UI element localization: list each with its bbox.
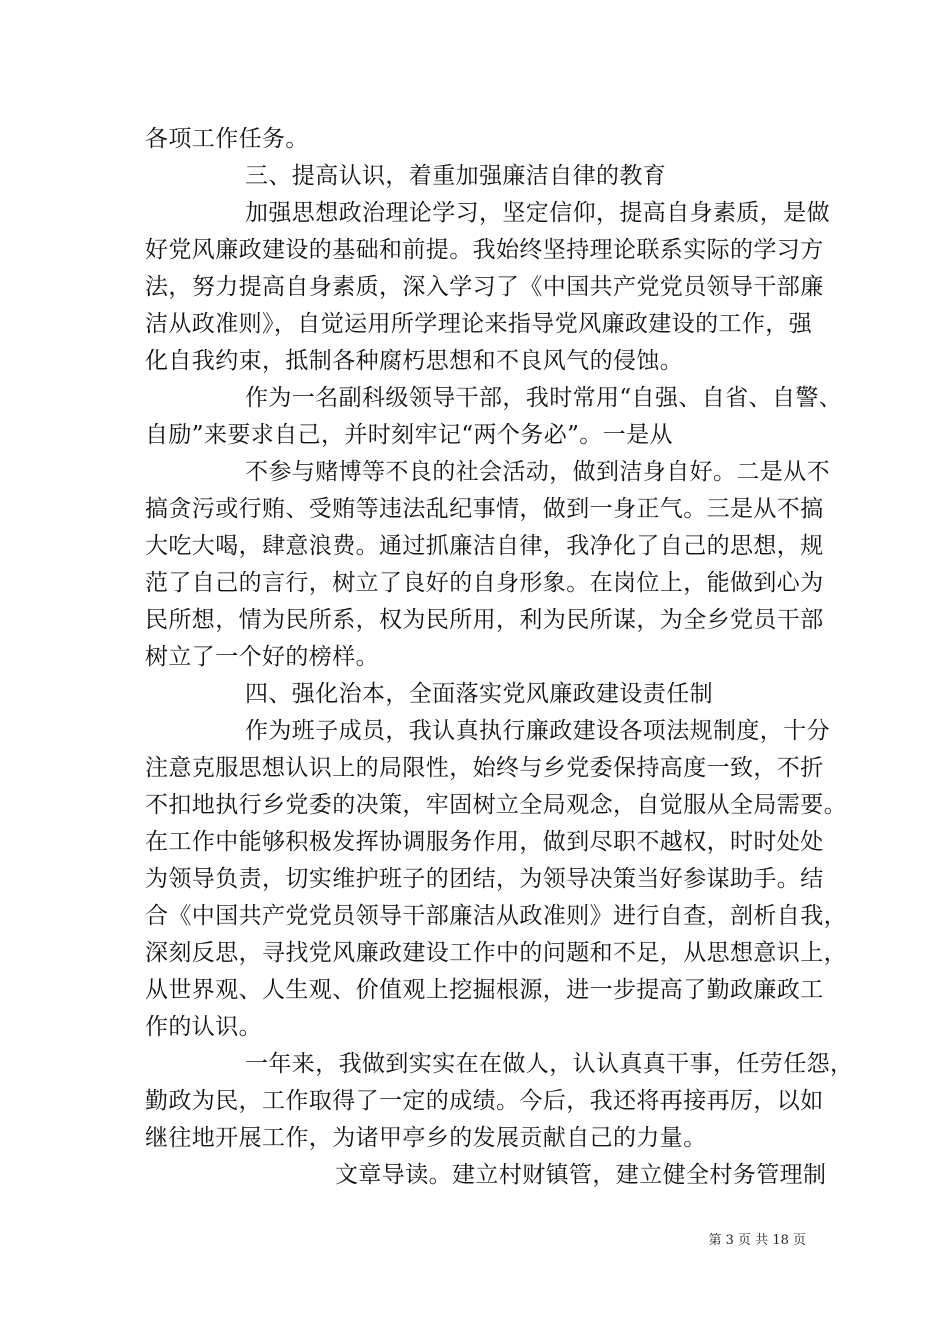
text-line: 作为班子成员，我认真执行廉政建设各项法规制度，十分	[245, 718, 830, 744]
text-line: 作的认识。	[145, 1014, 262, 1040]
text-line: 大吃大喝，肆意浪费。通过抓廉洁自律，我净化了自己的思想，规	[145, 533, 824, 559]
text-line: 自励”来要求自己，并时刻牢记“两个务必”。一是从	[145, 422, 673, 448]
text-line: 各项工作任务。	[145, 126, 309, 152]
page-number: 第 3 页 共 18 页	[708, 1233, 806, 1248]
text-line: 文章导读。建立村财镇管，建立健全村务管理制	[335, 1162, 827, 1188]
text-line: 在工作中能够积极发挥协调服务作用，做到尽职不越权，时时处处	[145, 829, 824, 855]
text-line: 不扣地执行乡党委的决策，牢固树立全局观念，自觉服从全局需要。	[145, 792, 847, 818]
text-line: 勤政为民，工作取得了一定的成绩。今后，我还将再接再厉，以如	[145, 1088, 824, 1114]
text-line: 法，努力提高自身素质，深入学习了《中国共产党党员领导干部廉	[145, 274, 824, 300]
text-line: 一年来，我做到实实在在做人，认认真真干事，任劳任怨，	[245, 1051, 854, 1077]
text-line: 为领导负责，切实维护班子的团结，为领导决策当好参谋助手。结	[145, 866, 824, 892]
text-line: 加强思想政治理论学习，坚定信仰，提高自身素质，是做	[245, 200, 830, 226]
text-line: 合《中国共产党党员领导干部廉洁从政准则》进行自查，剖析自我，	[145, 903, 847, 929]
text-line: 民所想，情为民所系，权为民所用，利为民所谋，为全乡党员干部	[145, 607, 824, 633]
text-line: 范了自己的言行，树立了良好的自身形象。在岗位上，能做到心为	[145, 570, 824, 596]
text-line: 树立了一个好的榜样。	[145, 644, 379, 670]
text-line: 注意克服思想认识上的局限性，始终与乡党委保持高度一致，不折	[145, 755, 824, 781]
text-line: 好党风廉政建设的基础和前提。我始终坚持理论联系实际的学习方	[145, 237, 824, 263]
text-line: 深刻反思，寻找党风廉政建设工作中的问题和不足，从思想意识上，	[145, 940, 847, 966]
text-line: 搞贪污或行贿、受贿等违法乱纪事情，做到一身正气。三是从不搞	[145, 496, 824, 522]
section-heading: 四、强化治本，全面落实党风廉政建设责任制	[245, 681, 713, 707]
text-line: 从世界观、人生观、价值观上挖掘根源，进一步提高了勤政廉政工	[145, 977, 824, 1003]
text-line: 化自我约束，抵制各种腐朽思想和不良风气的侵蚀。	[145, 348, 684, 374]
text-line: 洁从政准则》，自觉运用所学理论来指导党风廉政建设的工作，强	[145, 311, 813, 337]
section-heading: 三、提高认识，着重加强廉洁自律的教育	[245, 163, 667, 189]
text-line: 不参与赌博等不良的社会活动，做到洁身自好。二是从不	[245, 459, 830, 485]
text-line: 作为一名副科级领导干部，我时常用“自强、自省、自警、	[245, 385, 843, 411]
text-line: 继往地开展工作，为诸甲亭乡的发展贡献自己的力量。	[145, 1125, 707, 1151]
